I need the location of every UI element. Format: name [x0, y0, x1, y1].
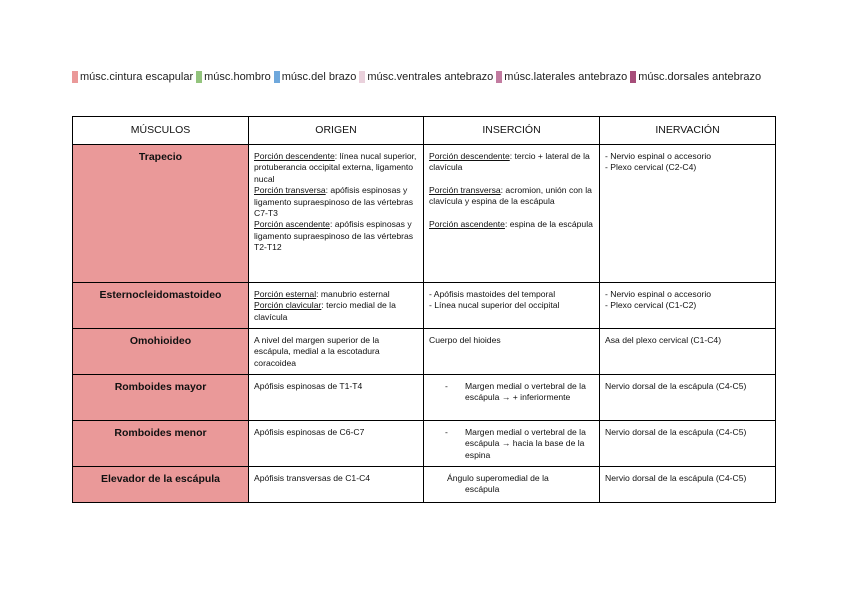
- origen-cell: Apófisis espinosas de T1-T4: [249, 375, 424, 421]
- insercion-cell: [424, 421, 600, 467]
- insercion-line: escápula: [465, 484, 500, 495]
- legend-swatch: [72, 71, 78, 83]
- origen-part: Porción descendente: línea nucal superior, protuberancia occipital externa, ligamento nucal: [254, 151, 417, 184]
- insercion-part: Porción ascendente: espina de la escápula: [429, 218, 593, 229]
- table-row-trapecio: [73, 145, 776, 283]
- inervacion-line: - Nervio espinal o accesorio: [605, 289, 712, 299]
- insercion-bullet: - Margen medial o vertebral de la escápula → hacia la base de la espina: [445, 427, 586, 460]
- inervacion-cell: [600, 145, 776, 283]
- origen-cell: [249, 145, 424, 283]
- inervacion-cell: Nervio dorsal de la escápula (C4-C5): [600, 467, 776, 503]
- inervacion-cell: Nervio dorsal de la escápula (C4-C5): [600, 375, 776, 421]
- legend-swatch: [630, 71, 636, 83]
- header-musculos: MÚSCULOS: [73, 117, 249, 145]
- inervacion-line: - Nervio espinal o accesorio: [605, 151, 712, 161]
- table-row-romboides-menor: [73, 421, 776, 467]
- insercion-line: - Apófisis mastoides del temporal: [429, 289, 556, 299]
- legend-item-dorsales: [630, 71, 761, 83]
- legend-swatch: [196, 71, 202, 83]
- legend-item-ventrales: [359, 71, 493, 83]
- legend-label: músc.laterales antebrazo: [504, 71, 628, 83]
- table-row-elevador: [73, 467, 776, 503]
- legend-item-hombro: [196, 71, 271, 83]
- muscle-name: Trapecio: [73, 145, 249, 283]
- header-inervacion: INERVACIÓN: [600, 117, 776, 145]
- legend-label: músc.dorsales antebrazo: [638, 71, 762, 83]
- insercion-line: Ángulo superomedial de la: [447, 473, 549, 483]
- header-origen: ORIGEN: [249, 117, 424, 145]
- inervacion-cell: Nervio dorsal de la escápula (C4-C5): [600, 421, 776, 467]
- muscle-name: Elevador de la escápula: [73, 467, 249, 503]
- legend-label: músc.del brazo: [281, 71, 357, 83]
- insercion-part: Porción descendente: tercio + lateral de la clavícula: [429, 151, 590, 173]
- table-row-romboides-mayor: [73, 375, 776, 421]
- insercion-part: Porción transversa: acromion, unión con la clavícula y espina de la escápula: [429, 184, 592, 207]
- origen-cell: Apófisis transversas de C1-C4: [249, 467, 424, 503]
- inervacion-line: - Plexo cervical (C1-C2): [605, 300, 697, 311]
- inervacion-line: - Plexo cervical (C2-C4): [605, 162, 697, 173]
- insercion-line: - Línea nucal superior del occipital: [429, 300, 560, 311]
- muscle-name: Romboides mayor: [73, 375, 249, 421]
- table-header-row: [73, 117, 776, 145]
- legend-item-cintura: [72, 71, 193, 83]
- muscle-name: Romboides menor: [73, 421, 249, 467]
- origen-cell: A nivel del margen superior de la escápula, medial a la escotadura coracoidea: [249, 329, 424, 375]
- insercion-cell: [424, 145, 600, 283]
- table-row-esternocleidomastoideo: [73, 283, 776, 329]
- insercion-cell: [424, 467, 600, 503]
- origen-part: Porción clavicular: tercio medial de la clavícula: [254, 300, 396, 322]
- insercion-bullet: - Margen medial o vertebral de la escápula → + inferiormente: [445, 381, 586, 403]
- insercion-cell: [424, 283, 600, 329]
- legend: [72, 71, 792, 83]
- muscle-name: Omohioideo: [73, 329, 249, 375]
- inervacion-cell: [600, 283, 776, 329]
- legend-label: músc.ventrales antebrazo: [367, 71, 494, 83]
- insercion-cell: Cuerpo del hioides: [424, 329, 600, 375]
- origen-part: Porción ascendente: apófisis espinosas y ligamento supraespinoso de las vértebras T2-T12: [254, 219, 414, 253]
- origen-cell: Apófisis espinosas de C6-C7: [249, 421, 424, 467]
- muscle-table: [72, 116, 776, 503]
- origen-cell: [249, 283, 424, 329]
- table-row-omohioideo: [73, 329, 776, 375]
- insercion-cell: [424, 375, 600, 421]
- legend-item-laterales: [496, 71, 627, 83]
- inervacion-cell: Asa del plexo cervical (C1-C4): [600, 329, 776, 375]
- legend-swatch: [496, 71, 502, 83]
- muscle-name: Esternocleidomastoideo: [73, 283, 249, 329]
- origen-part: Porción transversa: apófisis espinosas y ligamento supraespinoso de las vértebras C7-T3: [254, 185, 414, 219]
- legend-label: músc.hombro: [204, 71, 271, 83]
- legend-label: músc.cintura escapular: [80, 71, 194, 83]
- legend-swatch: [274, 71, 280, 83]
- header-insercion: INSERCIÓN: [424, 117, 600, 145]
- legend-item-brazo: [274, 71, 357, 83]
- legend-swatch: [359, 71, 365, 83]
- origen-part: Porción esternal: manubrio esternal: [254, 289, 390, 299]
